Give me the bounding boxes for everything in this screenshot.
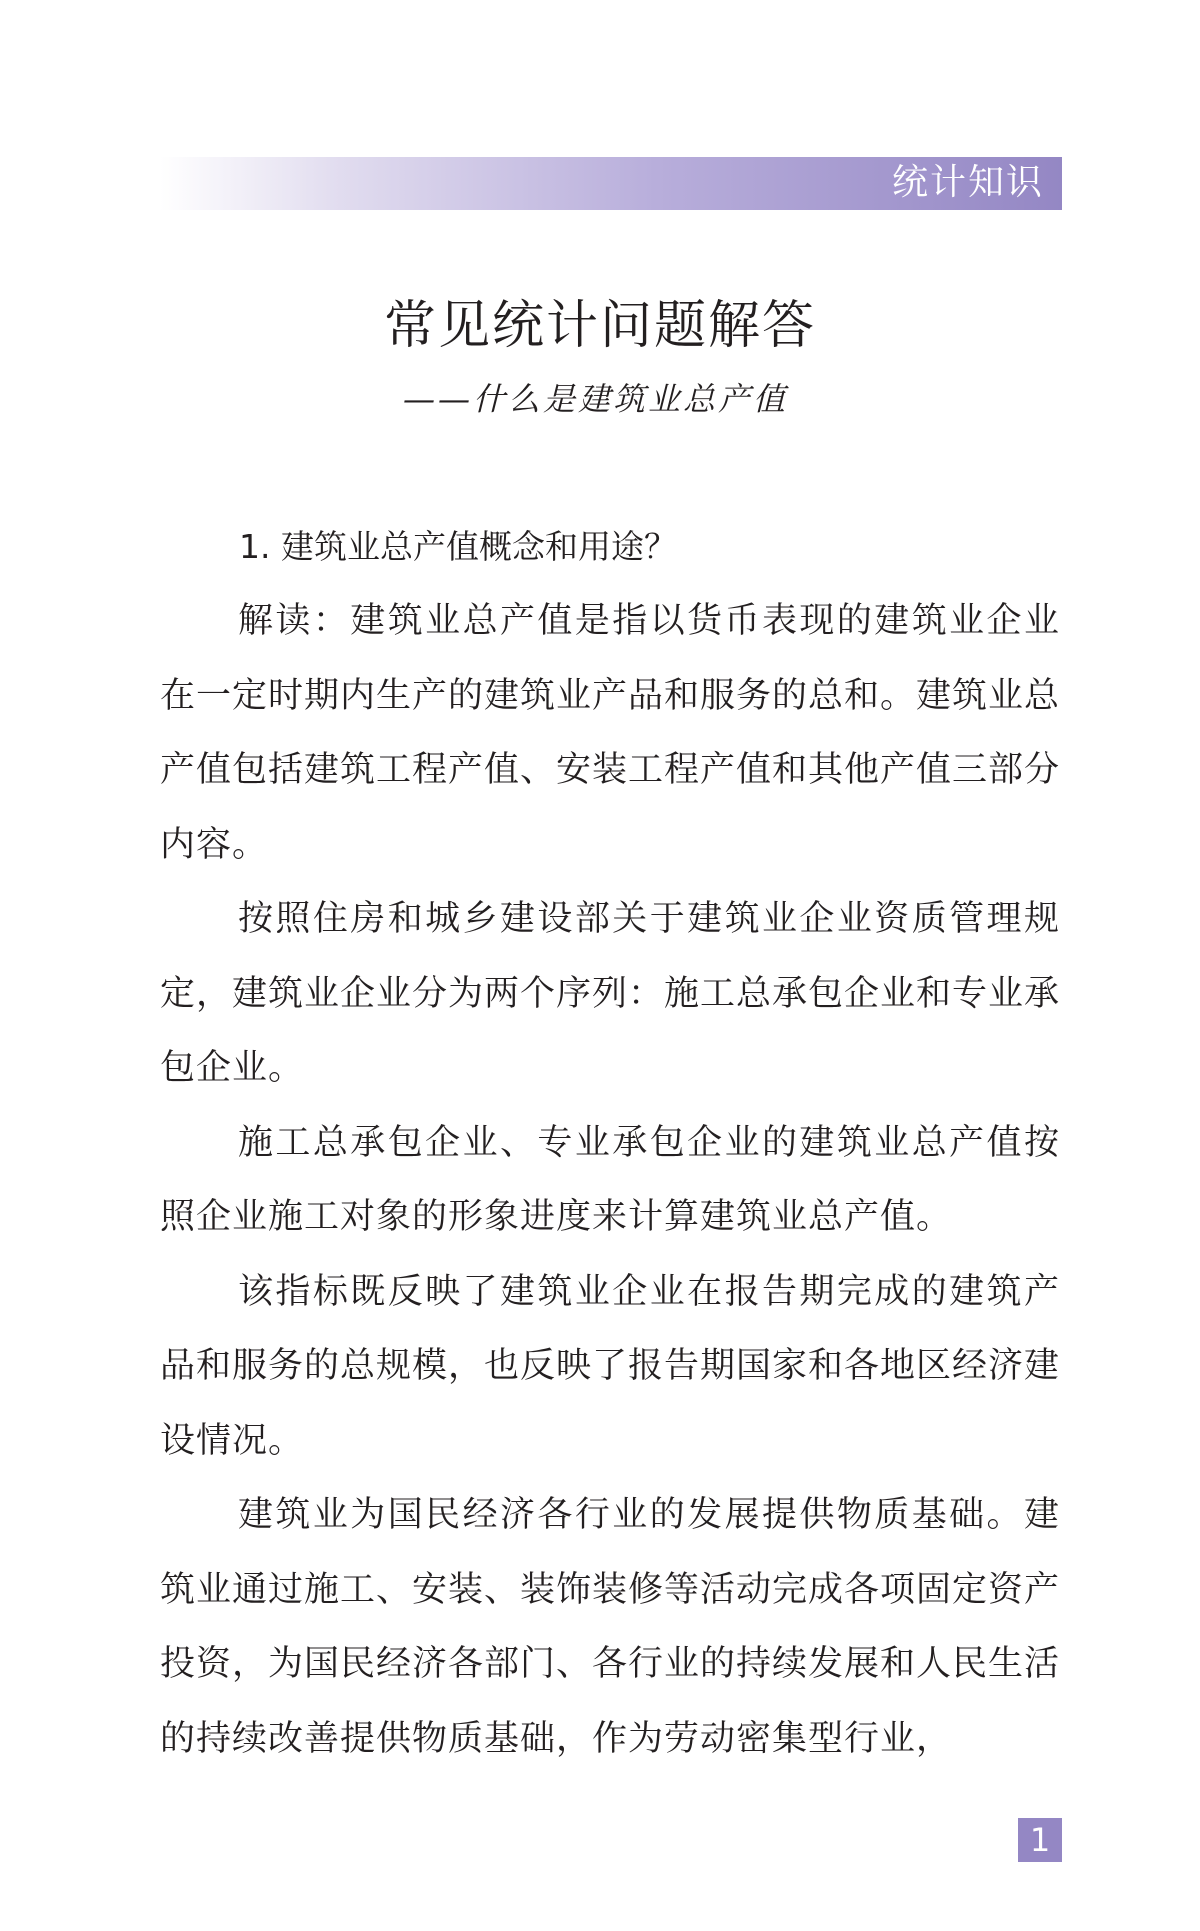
paragraph: 该指标既反映了建筑业企业在报告期完成的建筑产品和服务的总规模，也反映了报告期国家和各地区经济建设情况。 bbox=[160, 1271, 1061, 1461]
paragraph: 施工总承包企业、专业承包企业的建筑业总产值按照企业施工对象的形象进度来计算建筑业总产值。 bbox=[160, 1122, 1060, 1237]
page-subtitle: ——什么是建筑业总产值 bbox=[403, 380, 789, 418]
article-body bbox=[160, 510, 1060, 1776]
section-label: 统计知识 bbox=[891, 162, 1044, 203]
page-number: 1 bbox=[1018, 1818, 1062, 1862]
paragraph: 建筑业为国民经济各行业的发展提供物质基础。建筑业通过施工、安装、装饰装修等活动完成各项固定资产投资，为国民经济各部门、各行业的持续发展和人民生活的持续改善提供物质基础，作为劳动密集型行业， bbox=[160, 1495, 1061, 1759]
page-title: 常见统计问题解答 bbox=[383, 296, 816, 356]
paragraph: 按照住房和城乡建设部关于建筑业企业资质管理规定，建筑业企业分为两个序列：施工总承包企业和专业承包企业。 bbox=[160, 899, 1061, 1088]
question-heading: 1. 建筑业总产值概念和用途？ bbox=[239, 527, 677, 566]
paragraph: 解读：建筑业总产值是指以货币表现的建筑业企业在一定时期内生产的建筑业产品和服务的总和。建筑业总产值包括建筑工程产值、安装工程产值和其他产值三部分内容。 bbox=[160, 601, 1061, 865]
section-banner bbox=[160, 157, 1062, 210]
